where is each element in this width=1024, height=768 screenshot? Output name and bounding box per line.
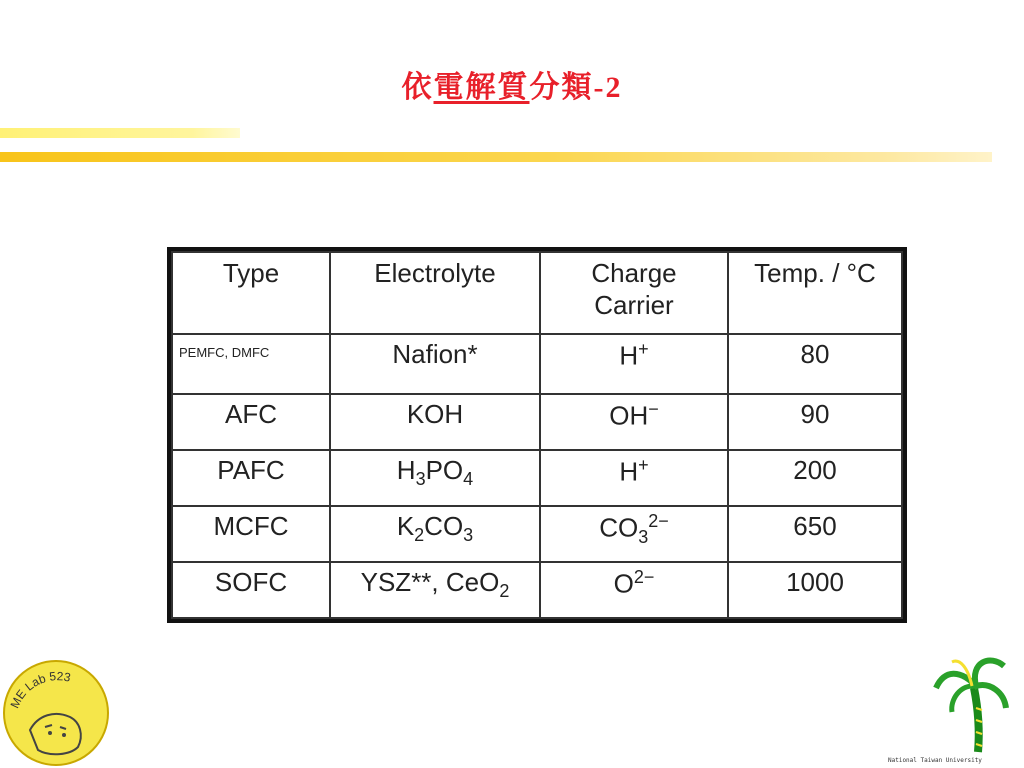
cell-carrier: OH− bbox=[540, 394, 728, 450]
cell-electrolyte: $H_3PO_4$ bbox=[330, 450, 540, 506]
title-underlined: 電解質 bbox=[433, 71, 530, 104]
table-row bbox=[172, 334, 902, 394]
title-prefix: 依 bbox=[401, 71, 434, 104]
cell-electrolyte: KOH bbox=[330, 394, 540, 450]
cell-temp: 200 bbox=[728, 450, 902, 506]
table-row bbox=[172, 562, 902, 618]
decorative-bar-short bbox=[0, 128, 240, 138]
logo-left-label: ME Lab 523 bbox=[7, 669, 72, 711]
ntu-label: National Taiwan University bbox=[888, 757, 982, 764]
cell-temp: 80 bbox=[728, 334, 902, 394]
cell-type: AFC bbox=[172, 394, 330, 450]
table-row bbox=[172, 450, 902, 506]
cell-type: PAFC bbox=[172, 450, 330, 506]
decorative-bar-long bbox=[0, 152, 992, 162]
me-lab-logo bbox=[0, 655, 112, 767]
header-electrolyte: Electrolyte bbox=[330, 252, 540, 334]
table-row bbox=[172, 394, 902, 450]
cell-type: SOFC bbox=[172, 562, 330, 618]
data-table bbox=[171, 251, 903, 619]
cell-electrolyte: Nafion* bbox=[330, 334, 540, 394]
palm-tree-icon bbox=[930, 648, 1010, 756]
slide-title bbox=[0, 62, 1024, 106]
cell-electrolyte: $K_2CO_3$ bbox=[330, 506, 540, 562]
cell-carrier: H+ bbox=[540, 334, 728, 394]
cell-carrier: H+ bbox=[540, 450, 728, 506]
table-row bbox=[172, 506, 902, 562]
cell-temp: 90 bbox=[728, 394, 902, 450]
fuel-cell-table bbox=[167, 247, 907, 623]
cell-electrolyte: YSZ**, CeO$_2$ bbox=[330, 562, 540, 618]
cell-carrier: $CO_3^{2-}$ bbox=[540, 506, 728, 562]
cell-temp: 1000 bbox=[728, 562, 902, 618]
header-temp: Temp. / °C bbox=[728, 252, 902, 334]
table-header-row bbox=[172, 252, 902, 334]
cell-type: PEMFC, DMFC bbox=[172, 334, 330, 394]
cell-type: MCFC bbox=[172, 506, 330, 562]
cell-carrier: $O^{2-}$ bbox=[540, 562, 728, 618]
title-suffix: 分類-2 bbox=[529, 71, 623, 104]
cell-temp: 650 bbox=[728, 506, 902, 562]
header-charge-carrier: Charge Carrier bbox=[540, 252, 728, 334]
header-type: Type bbox=[172, 252, 330, 334]
